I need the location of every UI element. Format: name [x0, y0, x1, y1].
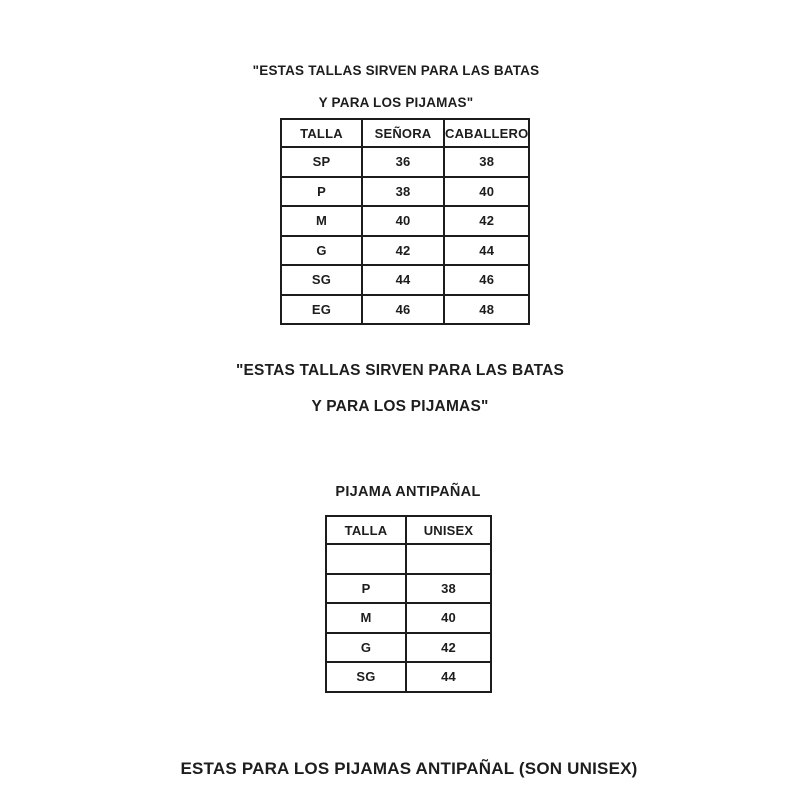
table-cell: 42: [406, 633, 491, 663]
table-cell: 40: [362, 206, 444, 236]
batas-size-table: [280, 118, 530, 325]
table-row: [326, 603, 491, 633]
table-cell: 46: [362, 295, 444, 325]
table-cell: G: [281, 236, 362, 266]
middle-quote: [0, 344, 800, 416]
table-row: [281, 147, 529, 177]
table-cell: SG: [281, 265, 362, 295]
table-cell: SG: [326, 662, 406, 692]
header-cell-talla: TALLA: [281, 119, 362, 147]
top-quote-line1: "ESTAS TALLAS SIRVEN PARA LAS BATAS: [252, 63, 540, 78]
table-cell: SP: [281, 147, 362, 177]
antipanal-size-table: [325, 515, 492, 693]
top-quote-line2: Y PARA LOS PIJAMAS": [318, 95, 474, 110]
table-row: [326, 633, 491, 663]
table-cell: 44: [406, 662, 491, 692]
table-cell: 38: [406, 574, 491, 604]
table-header-row: [281, 119, 529, 147]
top-quote: [0, 47, 796, 111]
table-cell: 40: [406, 603, 491, 633]
table-cell: [326, 544, 406, 574]
table-cell: G: [326, 633, 406, 663]
table-row: [281, 177, 529, 207]
table-cell: 38: [362, 177, 444, 207]
table-cell: P: [281, 177, 362, 207]
table-cell: [406, 544, 491, 574]
header-cell-unisex: UNISEX: [406, 516, 491, 544]
table-row: [281, 236, 529, 266]
table-cell: 44: [444, 236, 529, 266]
header-cell-talla: TALLA: [326, 516, 406, 544]
table-row: [281, 265, 529, 295]
table-header-row: [326, 516, 491, 544]
table-cell: M: [326, 603, 406, 633]
table-cell: 40: [444, 177, 529, 207]
middle-quote-line1: "ESTAS TALLAS SIRVEN PARA LAS BATAS: [235, 362, 565, 379]
table-row: [326, 574, 491, 604]
pijama-antipanal-heading: PIJAMA ANTIPAÑAL: [335, 484, 481, 500]
table-cell: P: [326, 574, 406, 604]
table-cell: EG: [281, 295, 362, 325]
table-row-empty: [326, 544, 491, 574]
header-cell-senora: SEÑORA: [362, 119, 444, 147]
header-cell-caballero: CABALLERO: [444, 119, 529, 147]
table-cell: 42: [444, 206, 529, 236]
table-cell: 38: [444, 147, 529, 177]
table-cell: 44: [362, 265, 444, 295]
table-cell: 48: [444, 295, 529, 325]
table-cell: M: [281, 206, 362, 236]
table-row: [281, 206, 529, 236]
table-cell: 46: [444, 265, 529, 295]
table-cell: 42: [362, 236, 444, 266]
table-row: [281, 295, 529, 325]
table-row: [326, 662, 491, 692]
footer-note: ESTAS PARA LOS PIJAMAS ANTIPAÑAL (SON UNISEX): [180, 759, 638, 778]
middle-quote-line2: Y PARA LOS PIJAMAS": [311, 398, 489, 415]
table-cell: 36: [362, 147, 444, 177]
